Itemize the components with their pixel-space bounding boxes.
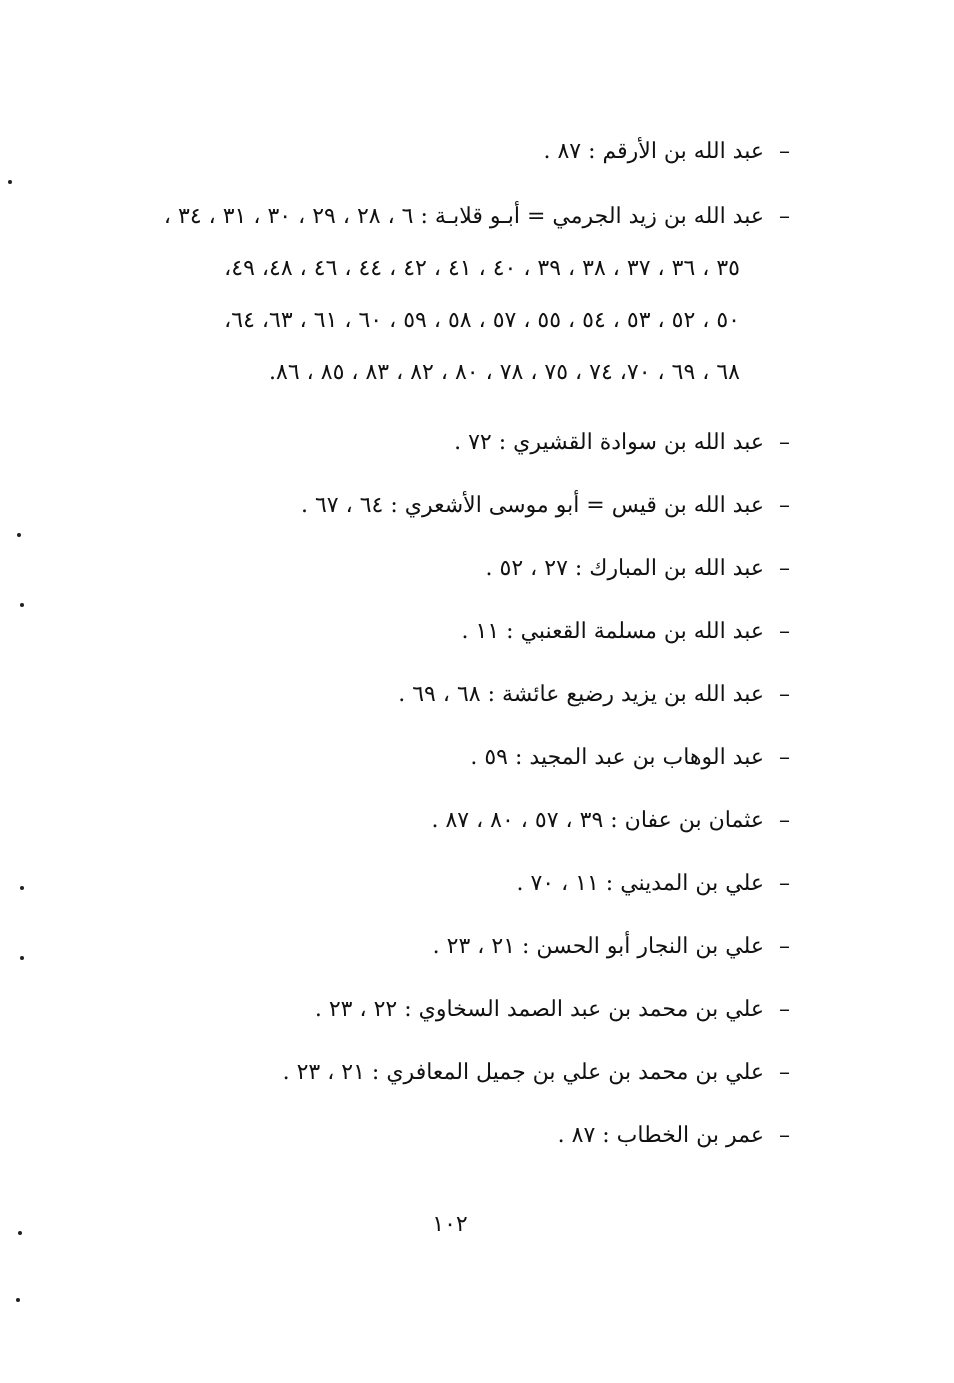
index-entry xyxy=(90,482,790,530)
index-entry xyxy=(90,608,790,656)
entry-text: عمر بن الخطاب : ٨٧ . xyxy=(557,1123,764,1148)
index-entry xyxy=(90,671,790,719)
entry-dash: – xyxy=(779,682,790,707)
index-entries xyxy=(90,128,790,1175)
index-entry xyxy=(90,545,790,593)
index-entry xyxy=(90,860,790,908)
entry-text: عبد الله بن الأرقم : ٨٧ . xyxy=(543,139,764,164)
entry-dash: – xyxy=(779,997,790,1022)
entry-line: عبد الله بن زيد الجرمي = أبـو قلابـة : ٦ ، ٢٨ ، ٢٩ ، ٣٠ ، ٣١ ، ٣٤ ، xyxy=(163,204,764,229)
entry-text: عبد الوهاب بن عبد المجيد : ٥٩ . xyxy=(470,745,764,770)
entry-text: عبد الله بن سوادة القشيري : ٧٢ . xyxy=(454,430,764,455)
entry-text: علي بن محمد بن علي بن جميل المعافري : ٢١ ، ٢٣ . xyxy=(282,1060,764,1085)
entry-dash: – xyxy=(779,139,790,164)
index-entry xyxy=(90,986,790,1034)
index-entry xyxy=(90,797,790,845)
entry-text: علي بن المديني : ١١ ، ٧٠ . xyxy=(516,871,764,896)
index-entry xyxy=(90,734,790,782)
scan-speck xyxy=(20,956,24,960)
entry-dash: – xyxy=(779,934,790,959)
entry-text: عبد الله بن يزيد رضيع عائشة : ٦٨ ، ٦٩ . xyxy=(398,682,764,707)
scan-speck xyxy=(8,180,12,184)
entry-dash: – xyxy=(779,1060,790,1085)
entry-line: ٥٠ ، ٥٢ ، ٥٣ ، ٥٤ ، ٥٥ ، ٥٧ ، ٥٨ ، ٥٩ ، ٦٠ ، ٦١ ، ٦٣، ٦٤، xyxy=(224,308,740,333)
entry-text: علي بن النجار أبو الحسن : ٢١ ، ٢٣ . xyxy=(432,934,764,959)
entry-dash: – xyxy=(779,1123,790,1148)
scan-speck xyxy=(20,886,24,890)
entry-text: عثمان بن عفان : ٣٩ ، ٥٧ ، ٨٠ ، ٨٧ . xyxy=(431,808,764,833)
entry-line: ٣٥ ، ٣٦ ، ٣٧ ، ٣٨ ، ٣٩ ، ٤٠ ، ٤١ ، ٤٢ ، ٤٤ ، ٤٦ ، ٤٨، ٤٩، xyxy=(224,256,740,281)
scan-speck xyxy=(20,603,24,607)
scan-speck xyxy=(17,533,21,537)
entry-dash: – xyxy=(779,808,790,833)
entry-text: عبد الله بن قيس = أبو موسى الأشعري : ٦٤ ، ٦٧ . xyxy=(300,493,764,518)
entry-dash: – xyxy=(779,556,790,581)
entry-text: عبد الله بن مسلمة القعنبي : ١١ . xyxy=(461,619,764,644)
entry-dash: – xyxy=(779,619,790,644)
index-entry xyxy=(90,923,790,971)
index-entry xyxy=(90,1112,790,1160)
scan-speck xyxy=(18,1231,22,1235)
scan-speck xyxy=(16,1298,20,1302)
entry-dash: – xyxy=(779,745,790,770)
entry-dash: – xyxy=(779,204,790,229)
index-entry xyxy=(90,419,790,467)
index-entry xyxy=(90,191,790,399)
index-entry xyxy=(90,128,790,176)
entry-line: ٦٨ ، ٦٩ ، ٧٠، ٧٤ ، ٧٥ ، ٧٨ ، ٨٠ ، ٨٢ ، ٨٣ ، ٨٥ ، ٨٦. xyxy=(269,360,740,385)
entry-dash: – xyxy=(779,871,790,896)
entry-text: عبد الله بن المبارك : ٢٧ ، ٥٢ . xyxy=(485,556,764,581)
entry-text: علي بن محمد بن عبد الصمد السخاوي : ٢٢ ، ٢٣ . xyxy=(314,997,764,1022)
entry-dash: – xyxy=(779,430,790,455)
entry-dash: – xyxy=(779,493,790,518)
index-entry xyxy=(90,1049,790,1097)
page-number: ١٠٢ xyxy=(432,1212,468,1237)
